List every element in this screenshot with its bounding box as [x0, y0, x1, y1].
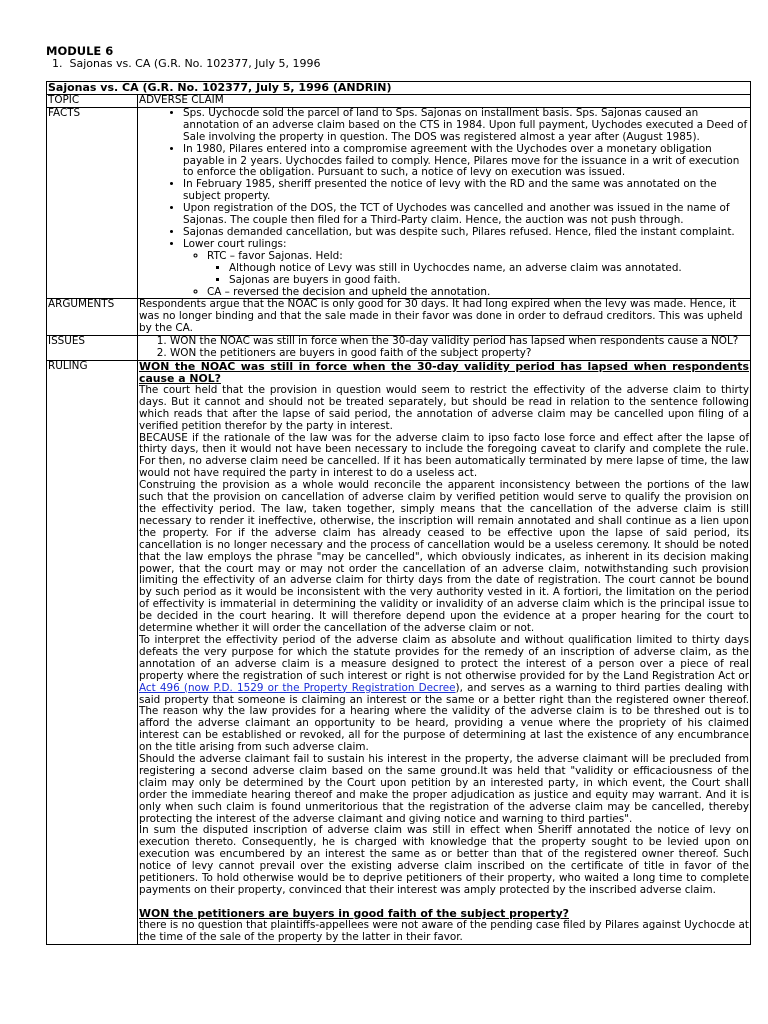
ruling-row: [47, 360, 751, 944]
facts-item: • Upon registration of the DOS, the TCT of Uychodes was cancelled and another was issued in the name of Sajonas. The couple then filed for a Third-Party claim. Hence, the auction was not push through.: [183, 203, 749, 227]
ca-ruling: ◦ CA – reversed the decision and upheld the annotation.: [207, 287, 749, 299]
facts-label: FACTS: [47, 107, 138, 299]
arguments-label: ARGUMENTS: [47, 299, 138, 336]
facts-list: [139, 108, 749, 299]
lower-court-list: [183, 251, 749, 299]
rtc-held-list: [207, 263, 749, 287]
facts-row: [47, 107, 751, 299]
facts-item: • In February 1985, sheriff presented the notice of levy with the RD and the same was annotated on the subject property.: [183, 179, 749, 203]
facts-item: • Sajonas demanded cancellation, but was despite such, Pilares refused. Hence, filed the instant complaint.: [183, 227, 749, 239]
ruling-paragraph: Construing the provision as a whole would reconcile the apparent inconsistency between the portions of the law such that the provision on cancellation of adverse claim by verified petition would serve to qualify the provision on the effectivity period. The law, taken together, simply means that the cancellation of the adverse claim is still necessary to render it ineffective, otherwise, the inscription will remain annotated and shall continue as a lien upon the property. For if the adverse claim has already ceased to be effective upon the lapse of said period, its cancellation is no longer necessary and the process of cancellation would be a useless ceremony. It should be noted that the law employs the phrase "may be cancelled", which obviously indicates, as inherent in its decision making power, that the court may or may not order the cancellation of an adverse claim, notwithstanding such provision limiting the effectivity of an adverse claim for thirty days from the date of registration. The court cannot be bound by such period as it would be inconsistent with the very authority vested in it. A fortiori, the limitation on the period of effectivity is immaterial in determining the validity or invalidity of an adverse claim which is the principal issue to be decided in the court hearing. It will therefore depend upon the evidence at a proper hearing for the court to determine whether it will order the cancellation of the adverse claim or not.: [139, 479, 749, 635]
issues-label: ISSUES: [47, 336, 138, 361]
ruling-cell: [138, 360, 751, 944]
ruling-heading-2: WON the petitioners are buyers in good faith of the subject property?: [139, 906, 569, 920]
issues-cell: [138, 336, 751, 361]
facts-item-lower-court: [183, 239, 749, 299]
case-digest-table: [46, 81, 751, 945]
ruling-label: RULING: [47, 360, 138, 944]
facts-item: • Sps. Uychocde sold the parcel of land to Sps. Sajonas on installment basis. Sps. Sajonas caused an annotation of an adverse claim based on the CTS in 1984. Upon full payment, Uychodes executed a Deed of Sale involving the property in question. The DOS was registered almost a year after (August 1985).: [183, 108, 749, 144]
ruling-paragraph: BECAUSE if the rationale of the law was for the adverse claim to ipso facto lose force and effect after the lapse of thirty days, then it would not have been necessary to include the foregoing caveat to clarify and complete the rule. For then, no adverse claim need be cancelled. If it has been automatically terminated by mere lapse of time, the law would not have required the party in interest to do a useless act.: [139, 431, 749, 480]
ruling-paragraph: The court held that the provision in question would seem to restrict the effectivity of the adverse claim to thirty days. But it cannot and should not be treated separately, but should be read in relation to the sentence following which reads that after the lapse of said period, the annotation of adverse claim may be cancelled upon filing of a verified petition therefor by the party in interest.: [139, 383, 749, 432]
issue-item: 2. WON the petitioners are buyers in good faith of the subject property?: [170, 348, 749, 360]
issues-list: [139, 336, 749, 360]
act-496-link[interactable]: Act 496 (now P.D. 1529 or the Property Registration Decree: [139, 681, 456, 694]
case-list-text: Sajonas vs. CA (G.R. No. 102377, July 5, 1996: [69, 57, 321, 70]
rtc-held-item: ▪ Although notice of Levy was still in Uychocdes name, an adverse claim was annotated.: [229, 263, 749, 275]
facts-cell: [138, 107, 751, 299]
ruling-paragraph: Should the adverse claimant fail to sustain his interest in the property, the adverse claimant will be precluded from registering a second adverse claim based on the same ground.It was held that "validity or efficaciousness of the claim may only be determined by the Court upon petition by an interested party, in which event, the Court shall order the immediate hearing thereof and make the proper adjudication as justice and equity may warrant. And it is only when such claim is found unmeritorious that the registration of the adverse claim may be cancelled, thereby protecting the interest of the adverse claimant and giving notice and warning to third parties".: [139, 753, 749, 825]
lower-court-label: Lower court rulings:: [183, 237, 287, 250]
case-list-number: 1.: [52, 57, 63, 70]
ruling-paragraph: [139, 635, 749, 754]
arguments-text: Respondents argue that the NOAC is only good for 30 days. It had long expired when the levy was made. Hence, it was no longer binding and that the sale made in their favor was done in order to defraud creditors. This was upheld by the CA.: [138, 299, 751, 336]
ruling-paragraph: there is no question that plaintiffs-appellees were not aware of the pending case filed by Pilares against Uychocde at the time of the sale of the property by the latter in their favor.: [139, 918, 749, 943]
ruling-paragraph: In sum the disputed inscription of adverse claim was still in effect when Sheriff annotated the notice of levy on execution thereto. Consequently, he is charged with knowledge that the property sought to be levied upon on execution was encumbered by an interest the same as or better than that of the registered owner thereof. Such notice of levy cannot prevail over the existing adverse claim inscribed on the certificate of title in favor of the petitioners. To hold otherwise would be to deprive petitioners of their property, who waited a long time to complete payments on their property, convinced that their interest was amply protected by the inscribed adverse claim.: [139, 824, 749, 896]
topic-label: TOPIC: [47, 95, 138, 108]
ruling-heading-1: WON the NOAC was still in force when the 30-day validity period has lapsed when respondents cause a NOL?: [139, 359, 749, 385]
title-row: [47, 82, 751, 95]
arguments-row: [47, 299, 751, 336]
issues-row: [47, 336, 751, 361]
case-title: Sajonas vs. CA (G.R. No. 102377, July 5, 1996 (ANDRIN): [47, 82, 751, 95]
rtc-ruling: [207, 251, 749, 287]
facts-item: • In 1980, Pilares entered into a compromise agreement with the Uychodes over a monetary obligation payable in 2 years. Uychocdes failed to comply. Hence, Pilares move for the issuance in a writ of execution to enforce the obligation. Pursuant to such, a notice of levy on execution was issued.: [183, 144, 749, 180]
ruling-p4-start: To interpret the effectivity period of the adverse claim as absolute and without qualification limited to thirty days defeats the very purpose for which the statute provides for the remedy of an inscription of adverse claim, as the annotation of an adverse claim is a measure designed to protect the interest of a person over a piece of real property where the registration of such interest or right is not otherwise provided for by the Land Registration Act or: [139, 633, 749, 682]
ruling-p4-end: ), and serves as a warning to third parties dealing with said property that someone is claiming an interest or the same or a better right than the registered owner thereof. The reason why the law provides for a hearing where the validity of the adverse claim is to be threshed out is to afford the adverse claimant an opportunity to be heard, providing a venue where the propriety of his claimed interest can be established or revoked, all for the purpose of determining at last the existence of any encumbrance on the title arising from such adverse claim.: [139, 681, 749, 754]
rtc-ruling-text: RTC – favor Sajonas. Held:: [207, 249, 343, 262]
topic-value: ADVERSE CLAIM: [138, 95, 751, 108]
rtc-held-item: ▪ Sajonas are buyers in good faith.: [229, 275, 749, 287]
issue-item: 1. WON the NOAC was still in force when the 30-day validity period has lapsed when respondents cause a NOL?: [170, 336, 749, 348]
module-heading: MODULE 6: [46, 44, 114, 58]
case-list-item: [52, 57, 320, 70]
topic-row: [47, 95, 751, 108]
